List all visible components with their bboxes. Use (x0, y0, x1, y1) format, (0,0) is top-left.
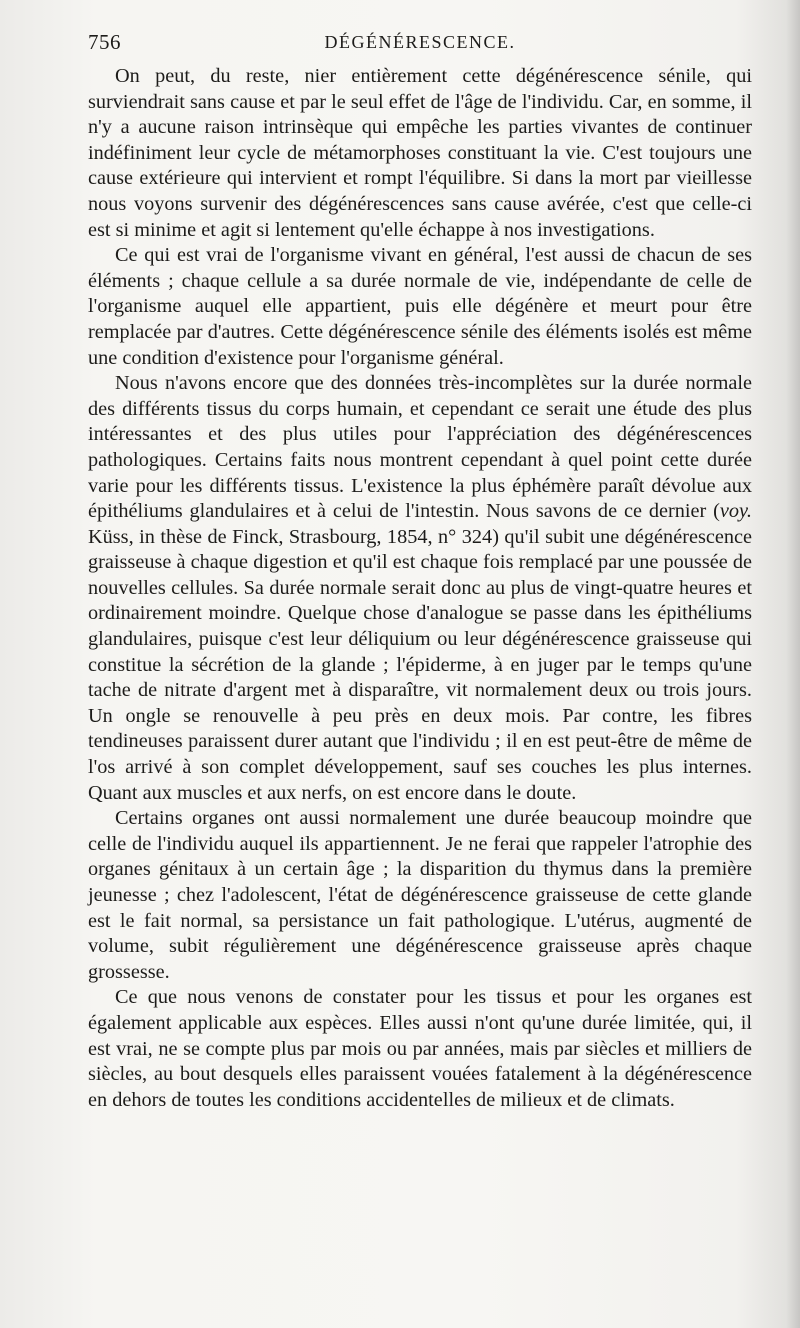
paragraph-3 (88, 371, 752, 806)
paragraph-3-text-after: Küss, in thèse de Finck, Strasbourg, 1854, n° 324) qu'il subit une dégénérescence graisseuse à chaque digestion et qu'il est chaque fois remplacé par une poussée de nouvelles cellules. Sa durée normale serait donc au plus de vingt-quatre heures et ordinairement moindre. Quelque chose d'analogue se passe dans les épithéliums glandulaires, puisque c'est leur déliquium ou leur dégénérescence graisseuse qui constitue la sécrétion de la glande ; l'épiderme, à en juger par le temps qu'une tache de nitrate d'argent met à disparaître, vit normalement deux ou trois jours. Un ongle se renouvelle à peu près en deux mois. Par contre, les fibres tendineuses paraissent durer autant que l'individu ; il en est peut-être de même de l'os arrivé à son complet développement, sauf ses couches les plus internes. Quant aux muscles et aux nerfs, on est encore dans le doute. (88, 525, 752, 804)
body-text (88, 64, 752, 1113)
running-title: DÉGÉNÉRESCENCE. (324, 32, 516, 52)
paragraph-1: On peut, du reste, nier entièrement cette dégénérescence sénile, qui surviendrait sans cause et par le seul effet de l'âge de l'individu. Car, en somme, il n'y a aucune raison intrinsèque qui empêche les parties vivantes de continuer indéfiniment leur cycle de métamorphoses constituant la vie. C'est toujours une cause extérieure qui intervient et rompt l'équilibre. Si dans la mort par vieillesse nous voyons survenir des dégénérescences sans cause avérée, c'est que celle-ci est si minime et agit si lentement qu'elle échappe à nos investigations. (88, 65, 752, 241)
paragraph-2: Ce qui est vrai de l'organisme vivant en général, l'est aussi de chacun de ses éléments ; chaque cellule a sa durée normale de vie, indépendante de celle de l'organisme auquel elle appartient, puis elle dégénère et meurt pour être remplacée par d'autres. Cette dégénérescence sénile des éléments isolés est même une condition d'existence pour l'organisme général. (88, 244, 752, 369)
page-number: 756 (88, 30, 121, 54)
paragraph-3-text-before: Nous n'avons encore que des données très-incomplètes sur la durée normale des différents tissus du corps humain, et cependant ce serait une étude des plus intéressantes et des plus utiles pour l'appréciation des dégénérescences pathologiques. Certains faits nous montrent cependant à quel point cette durée varie pour les différents tissus. L'existence la plus éphémère paraît dévolue aux épithéliums glandulaires et à celui de l'intestin. Nous savons de ce dernier ( (88, 372, 752, 523)
paragraph-4: Certains organes ont aussi normalement une durée beaucoup moindre que celle de l'individu auquel ils appartiennent. Je ne ferai que rappeler l'atrophie des organes génitaux à un certain âge ; la disparition du thymus dans la première jeunesse ; chez l'adolescent, l'état de dégénérescence graisseuse de cette glande est le fait normal, sa persistance un fait pathologique. L'utérus, augmenté de volume, subit régulièrement une dégénérescence graisseuse après chaque grossesse. (88, 807, 752, 983)
paragraph-5: Ce que nous venons de constater pour les tissus et pour les organes est également applicable aux espèces. Elles aussi n'ont qu'une durée limitée, qui, il est vrai, ne se compte plus par mois ou par années, mais par siècles et milliers de siècles, au bout desquels elles paraissent vouées fatalement à la dégénérescence en dehors de toutes les conditions accidentelles de milieux et de climats. (88, 986, 752, 1111)
page-edge-shadow (786, 0, 800, 1328)
page-header (88, 30, 752, 60)
paragraph-3-italic-ref: voy. (719, 500, 752, 523)
